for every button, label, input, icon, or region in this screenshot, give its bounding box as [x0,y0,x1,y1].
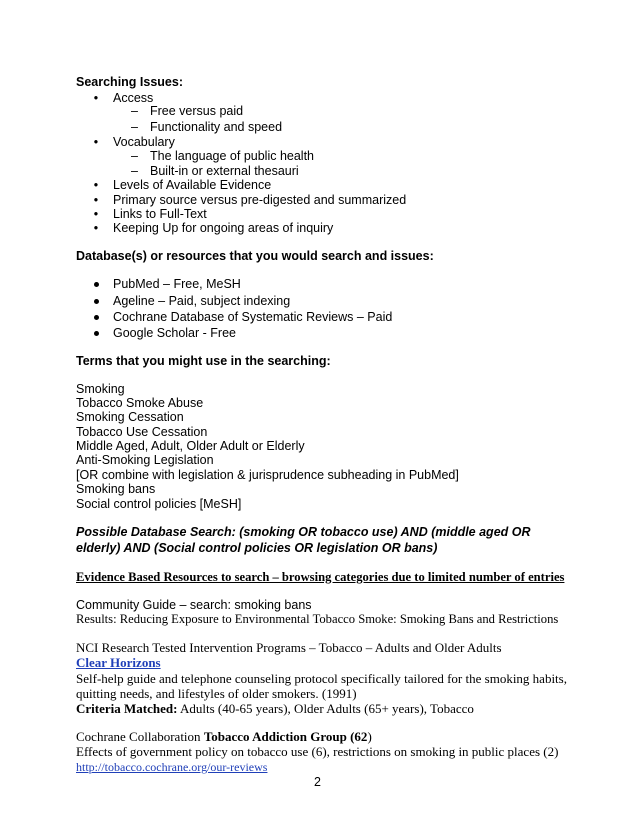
bullet-icon: • [93,221,99,235]
sub-item-label: Built-in or external thesauri [150,164,299,178]
sub-item-label: The language of public health [150,149,315,163]
cochrane-reviews-link[interactable]: http://tobacco.cochrane.org/our-reviews [76,760,268,774]
list-item-label: Google Scholar - Free [113,326,236,340]
bullet-icon [94,315,99,320]
results-line: Results: Reducing Exposure to Environmental Tobacco Smoke: Smoking Bans and Restrictions [76,612,559,626]
nci-line: NCI Research Tested Intervention Programs – Tobacco – Adults and Older Adults [76,640,502,655]
sub-item-label: Functionality and speed [150,120,283,134]
cochrane-suffix: ) [367,729,372,744]
list-item-label: Cochrane Database of Systematic Reviews – Paid [113,310,393,324]
list-item-label: Ageline – Paid, subject indexing [113,294,291,308]
dash-icon: – [131,120,138,134]
term-line: Anti-Smoking Legislation [76,453,214,467]
bullet-icon: • [93,193,99,207]
databases-heading: Database(s) or resources that you would search and issues: [76,249,434,263]
dash-icon: – [131,164,138,178]
cochrane-prefix: Cochrane Collaboration [76,729,204,744]
possible-search-line-2: elderly) AND (Social control policies OR legislation OR bans) [76,541,438,555]
effects-line: Effects of government policy on tobacco use (6), restrictions on smoking in public places (2) [76,744,559,759]
criteria-label: Criteria Matched: [76,701,178,716]
term-line: Tobacco Use Cessation [76,425,208,439]
bullet-icon [94,299,99,304]
page-number: 2 [314,775,321,789]
bullet-icon: • [93,178,99,192]
list-item-label: PubMed – Free, MeSH [113,277,241,291]
searching-issues-heading: Searching Issues: [76,75,183,89]
list-item-label: Levels of Available Evidence [113,178,272,192]
clear-horizons-description: quitting needs, and lifestyles of older smokers. (1991) [76,686,357,701]
bullet-icon: • [93,135,99,149]
list-item-label: Vocabulary [113,135,175,149]
term-line: Smoking bans [76,482,156,496]
community-guide-line: Community Guide – search: smoking bans [76,598,312,612]
clear-horizons-link[interactable]: Clear Horizons [76,655,161,670]
list-item-label: Keeping Up for ongoing areas of inquiry [113,221,334,235]
sub-item-label: Free versus paid [150,104,244,118]
clear-horizons-description: Self-help guide and telephone counseling protocol specifically tailored for the smoking habits, [76,671,567,686]
bullet-icon: • [93,91,99,105]
cochrane-line [76,729,372,745]
list-item-label: Links to Full-Text [113,207,207,221]
dash-icon: – [131,149,138,163]
term-line: [OR combine with legislation & jurisprudence subheading in PubMed] [76,468,459,482]
criteria-line [76,701,474,717]
evidence-heading: Evidence Based Resources to search – browsing categories due to limited number of entries [76,570,565,584]
list-item-label: Primary source versus pre-digested and summarized [113,193,407,207]
term-line: Tobacco Smoke Abuse [76,396,204,410]
term-line: Social control policies [MeSH] [76,497,242,511]
bullet-icon [94,331,99,336]
bullet-icon [94,282,99,287]
term-line: Middle Aged, Adult, Older Adult or Elderly [76,439,305,453]
term-line: Smoking Cessation [76,410,184,424]
bullet-icon: • [93,207,99,221]
term-line: Smoking [76,382,125,396]
criteria-value: Adults (40-65 years), Older Adults (65+ years), Tobacco [177,701,474,716]
dash-icon: – [131,104,138,118]
cochrane-group: Tobacco Addiction Group (62 [203,729,368,744]
possible-search-line-1: Possible Database Search: (smoking OR tobacco use) AND (middle aged OR [76,525,531,539]
list-item-label: Access [113,91,154,105]
terms-heading: Terms that you might use in the searching: [76,354,331,368]
